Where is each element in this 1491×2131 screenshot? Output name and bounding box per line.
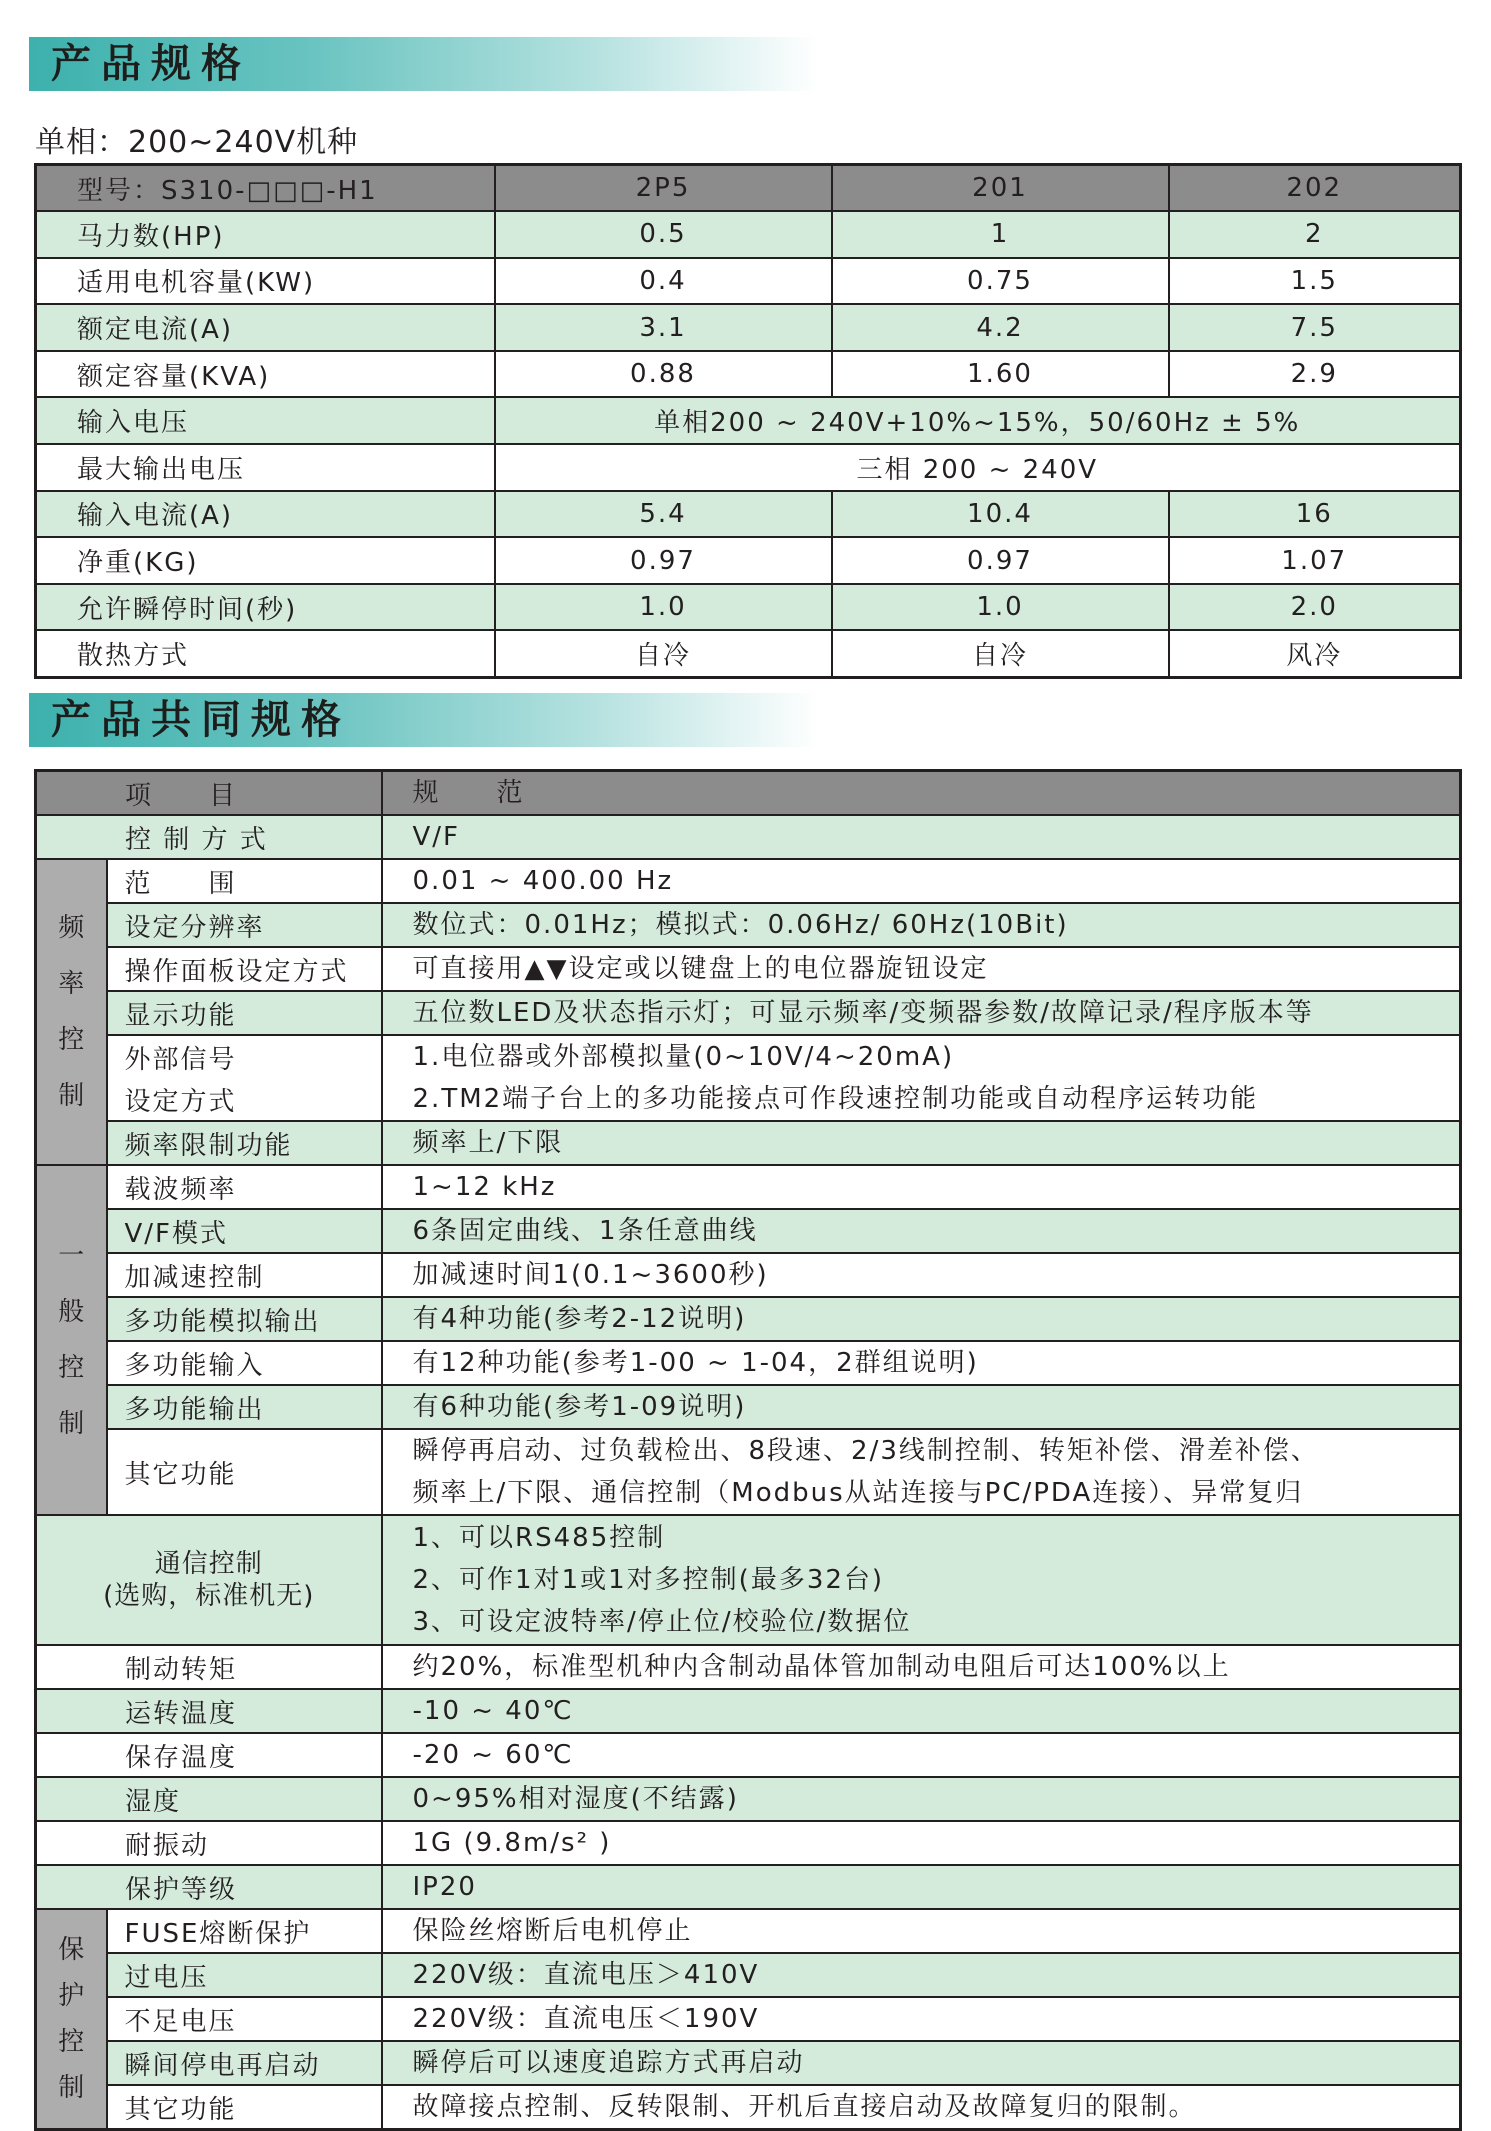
row-label: 多功能输出 xyxy=(107,1385,382,1429)
table-row xyxy=(36,1515,1461,1645)
spec-table-header xyxy=(36,165,1461,212)
cell-value: 风冷 xyxy=(1169,630,1461,677)
cell-value: 1 xyxy=(832,211,1169,258)
table-row xyxy=(36,258,1461,305)
cell-value: 有6种功能(参考1-09说明) xyxy=(382,1385,1461,1429)
group-label-general-control: 一 般 控 制 xyxy=(36,1165,107,1515)
table-row xyxy=(36,1645,1461,1689)
row-label: 保存温度 xyxy=(36,1733,382,1777)
row-label-communication: 通信控制 (选购，标准机无) xyxy=(36,1515,382,1645)
cell-value: 16 xyxy=(1169,491,1461,538)
table-row xyxy=(36,815,1461,859)
table-row xyxy=(36,630,1461,677)
section-title: 产品共同规格 xyxy=(51,697,351,743)
cell-value: 1.电位器或外部模拟量(0~10V/4~20mA) xyxy=(382,1035,1461,1078)
row-label: 不足电压 xyxy=(107,1997,382,2041)
cell-value: 0.88 xyxy=(495,351,832,398)
row-label: 输入电压 xyxy=(36,397,495,444)
row-label: 范 围 xyxy=(107,859,382,903)
merged-value: 三相 200 ~ 240V xyxy=(495,444,1461,491)
spec-table xyxy=(34,163,1462,679)
cell-value: IP20 xyxy=(382,1865,1461,1909)
cell-value: 2.TM2端子台上的多功能接点可作段速控制功能或自动程序运转功能 xyxy=(382,1078,1461,1121)
cell-value: 10.4 xyxy=(832,491,1169,538)
row-label: 其它功能 xyxy=(107,2085,382,2130)
row-label: 额定电流(A) xyxy=(36,304,495,351)
row-label: 显示功能 xyxy=(107,991,382,1035)
cell-value: 频率上/下限 xyxy=(382,1121,1461,1165)
row-label: 频率限制功能 xyxy=(107,1121,382,1165)
row-label: 载波频率 xyxy=(107,1165,382,1209)
cell-value: 0.01 ~ 400.00 Hz xyxy=(382,859,1461,903)
cell-value: 0~95%相对湿度(不结露) xyxy=(382,1777,1461,1821)
table-row xyxy=(36,859,1461,903)
table-row xyxy=(36,991,1461,1035)
model-header: 型号：S310-□□□-H1 xyxy=(36,165,495,212)
cell-value: 可直接用▲▼设定或以键盘上的电位器旋钮设定 xyxy=(382,947,1461,991)
cell-value: 0.5 xyxy=(495,211,832,258)
row-label: 保护等级 xyxy=(36,1865,382,1909)
table-row xyxy=(36,1689,1461,1733)
common-spec-table xyxy=(34,769,1462,2131)
table-row xyxy=(36,1341,1461,1385)
cell-value: 2 xyxy=(1169,211,1461,258)
section-bar-common-spec xyxy=(29,693,819,747)
cell-value: 220V级：直流电压＞410V xyxy=(382,1953,1461,1997)
table-row xyxy=(36,397,1461,444)
row-label: FUSE熔断保护 xyxy=(107,1909,382,1953)
row-label: 过电压 xyxy=(107,1953,382,1997)
table-row xyxy=(36,1909,1461,1953)
row-label: 湿度 xyxy=(36,1777,382,1821)
table-row xyxy=(36,537,1461,584)
row-label: 制动转矩 xyxy=(36,1645,382,1689)
row-label: 运转温度 xyxy=(36,1689,382,1733)
cell-value: 数位式：0.01Hz；模拟式：0.06Hz/ 60Hz(10Bit) xyxy=(382,903,1461,947)
cell-value: 6条固定曲线、1条任意曲线 xyxy=(382,1209,1461,1253)
table-row xyxy=(36,491,1461,538)
table-row xyxy=(36,1209,1461,1253)
row-label: 马力数(HP) xyxy=(36,211,495,258)
cell-value: 2.9 xyxy=(1169,351,1461,398)
table-row xyxy=(36,1953,1461,1997)
row-label: 外部信号 xyxy=(107,1035,382,1078)
row-label: 设定方式 xyxy=(107,1078,382,1121)
cell-value: 4.2 xyxy=(832,304,1169,351)
row-label: 输入电流(A) xyxy=(36,491,495,538)
row-label: 多功能模拟输出 xyxy=(107,1297,382,1341)
table-row xyxy=(36,1429,1461,1515)
table-row xyxy=(36,1777,1461,1821)
row-label: 控 制 方 式 xyxy=(36,815,382,859)
table-row xyxy=(36,584,1461,631)
table-row xyxy=(36,2085,1461,2130)
row-label: 耐振动 xyxy=(36,1821,382,1865)
cell-value-multiline: 1、可以RS485控制 2、可作1对1或1对多控制(最多32台) 3、可设定波特率/停止位/校验位/数据位 xyxy=(382,1515,1461,1645)
row-label: 适用电机容量(KW) xyxy=(36,258,495,305)
merged-value: 单相200 ~ 240V+10%~15%，50/60Hz ± 5% xyxy=(495,397,1461,444)
cell-value: 有12种功能(参考1-00 ~ 1-04，2群组说明) xyxy=(382,1341,1461,1385)
section-bar-product-spec xyxy=(29,37,819,91)
cell-value: 0.97 xyxy=(832,537,1169,584)
table-row xyxy=(36,1253,1461,1297)
cell-value: 1.5 xyxy=(1169,258,1461,305)
cell-value: 1~12 kHz xyxy=(382,1165,1461,1209)
cell-value: 0.75 xyxy=(832,258,1169,305)
table-row xyxy=(36,1733,1461,1777)
table-row xyxy=(36,1385,1461,1429)
cell-value: 保险丝熔断后电机停止 xyxy=(382,1909,1461,1953)
cell-value: 有4种功能(参考2-12说明) xyxy=(382,1297,1461,1341)
table-row xyxy=(36,304,1461,351)
model-header: 2P5 xyxy=(495,165,832,212)
table-row xyxy=(36,1165,1461,1209)
row-label: 加减速控制 xyxy=(107,1253,382,1297)
table-row xyxy=(36,1035,1461,1078)
cell-value: 0.97 xyxy=(495,537,832,584)
model-header: 202 xyxy=(1169,165,1461,212)
table-row xyxy=(36,1078,1461,1121)
table-subtitle: 单相：200~240V机种 xyxy=(35,125,359,160)
spec-header: 规 范 xyxy=(382,771,1461,816)
cell-value: 自冷 xyxy=(495,630,832,677)
cell-value: 故障接点控制、反转限制、开机后直接启动及故障复归的限制。 xyxy=(382,2085,1461,2130)
row-label: 允许瞬停时间(秒) xyxy=(36,584,495,631)
cell-value: 220V级：直流电压＜190V xyxy=(382,1997,1461,2041)
group-label-protection-control: 保 护 控 制 xyxy=(36,1909,107,2130)
row-label: 设定分辨率 xyxy=(107,903,382,947)
item-header: 项 目 xyxy=(36,771,382,816)
table-row xyxy=(36,903,1461,947)
cell-value: 加减速时间1(0.1~3600秒) xyxy=(382,1253,1461,1297)
cell-value: 1.07 xyxy=(1169,537,1461,584)
common-spec-header xyxy=(36,771,1461,816)
row-label: 瞬间停电再启动 xyxy=(107,2041,382,2085)
cell-value: 1.0 xyxy=(832,584,1169,631)
row-label: 多功能输入 xyxy=(107,1341,382,1385)
cell-value: 自冷 xyxy=(832,630,1169,677)
row-label: 散热方式 xyxy=(36,630,495,677)
row-label: 其它功能 xyxy=(107,1429,382,1515)
cell-value: 7.5 xyxy=(1169,304,1461,351)
cell-value: 0.4 xyxy=(495,258,832,305)
group-label-frequency-control: 频 率 控 制 xyxy=(36,859,107,1165)
row-label: 额定容量(KVA) xyxy=(36,351,495,398)
cell-value: 瞬停后可以速度追踪方式再启动 xyxy=(382,2041,1461,2085)
table-row xyxy=(36,211,1461,258)
table-row xyxy=(36,1821,1461,1865)
table-row xyxy=(36,444,1461,491)
cell-value: 1.0 xyxy=(495,584,832,631)
model-header: 201 xyxy=(832,165,1169,212)
row-label: 最大输出电压 xyxy=(36,444,495,491)
table-row xyxy=(36,1297,1461,1341)
cell-value: -20 ~ 60℃ xyxy=(382,1733,1461,1777)
cell-value: -10 ~ 40℃ xyxy=(382,1689,1461,1733)
cell-value: 5.4 xyxy=(495,491,832,538)
table-row xyxy=(36,2041,1461,2085)
cell-value: 1.60 xyxy=(832,351,1169,398)
section-title: 产品规格 xyxy=(51,41,251,87)
row-label: 净重(KG) xyxy=(36,537,495,584)
table-row xyxy=(36,1997,1461,2041)
table-row xyxy=(36,1865,1461,1909)
cell-value: 五位数LED及状态指示灯；可显示频率/变频器参数/故障记录/程序版本等 xyxy=(382,991,1461,1035)
cell-value: V/F xyxy=(382,815,1461,859)
cell-value: 2.0 xyxy=(1169,584,1461,631)
cell-value: 3.1 xyxy=(495,304,832,351)
row-label: V/F模式 xyxy=(107,1209,382,1253)
table-row xyxy=(36,947,1461,991)
cell-value: 约20%，标准型机种内含制动晶体管加制动电阻后可达100%以上 xyxy=(382,1645,1461,1689)
table-row xyxy=(36,1121,1461,1165)
cell-value: 1G (9.8m/s² ) xyxy=(382,1821,1461,1865)
table-row xyxy=(36,351,1461,398)
cell-value-multiline: 瞬停再启动、过负载检出、8段速、2/3线制控制、转矩补偿、滑差补偿、 频率上/下限、通信控制（Modbus从站连接与PC/PDA连接）、异常复归 xyxy=(382,1429,1461,1515)
row-label: 操作面板设定方式 xyxy=(107,947,382,991)
